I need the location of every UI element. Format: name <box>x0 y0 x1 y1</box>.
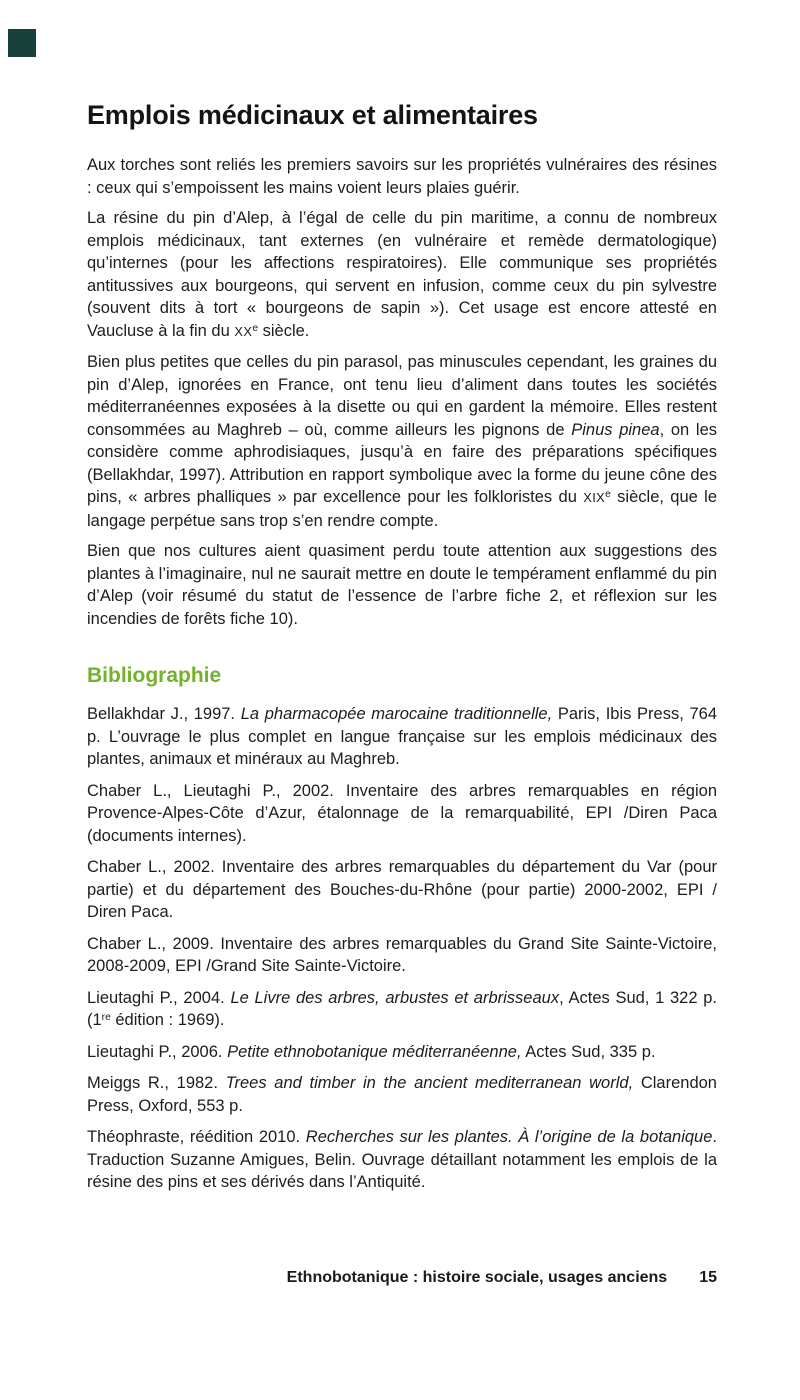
page-number: 15 <box>699 1269 717 1286</box>
paragraph: La résine du pin d’Alep, à l’égal de celle du pin maritime, a connu de nombreux emplois médicinaux, tant externes (en vulnéraire et remède dermatologique) qu’internes (pour les affections respiratoires). Elle communique ses propriétés antitussives aux bourgeons, qui servent en infusion, comme ceux du pin sylvestre (souvent dits à tort « bourgeons de sapin »). Cet usage est encore attesté en Vaucluse à la fin du XXe siècle. <box>87 209 717 340</box>
chapter-corner-tab <box>8 29 36 57</box>
bibliography-heading: Bibliographie <box>87 664 222 687</box>
footer-running-title: Ethnobotanique : histoire sociale, usages anciens <box>286 1269 668 1286</box>
bibliography-entries <box>87 703 717 1194</box>
body-paragraphs <box>87 154 717 630</box>
paragraph: Bien plus petites que celles du pin parasol, pas minuscules cependant, les graines du pin d’Alep, ignorées en France, ont tenu lieu d’aliment dans toutes les sociétés méditerranéennes exposées à la disette ou qui en gardent la mémoire. Elles restent consommées au Maghreb – où, comme ailleurs les pignons de Pinus pinea, on les considère comme aphrodisiaques, jusqu’à en faire des préparations spécifiques (Bellakhdar, 1997). Attribution en rapport symbolique avec la forme du jeune cône des pins, « arbres phalliques » par excellence pour les folkloristes du XIXe siècle, que le langage perpétue sans trop s’en rendre compte. <box>87 353 717 530</box>
bibliography-entry: Chaber L., Lieutaghi P., 2002. Inventaire des arbres remarquables en région Provence-Alpes-Côte d’Azur, étalonnage de la remarquabilité, EPI /Diren Paca (documents internes). <box>87 781 717 845</box>
page-content <box>87 100 717 1203</box>
bibliography-entry: Bellakhdar J., 1997. La pharmacopée marocaine traditionnelle, Paris, Ibis Press, 764 p. L’ouvrage le plus complet en langue française sur les emplois médicinaux des plantes, animaux et minéraux au Maghreb. <box>87 705 718 768</box>
bibliography-entry: Théophraste, réédition 2010. Recherches sur les plantes. À l’origine de la botanique. Traduction Suzanne Amigues, Belin. Ouvrage détaillant notamment les emplois de la résine des pins et ses dérivés dans l’Antiquité. <box>87 1128 717 1191</box>
bibliography-entry: Chaber L., 2009. Inventaire des arbres remarquables du Grand Site Sainte-Victoire, 2008-2009, EPI /Grand Site Sainte-Victoire. <box>87 934 717 975</box>
paragraph: Bien que nos cultures aient quasiment perdu toute attention aux suggestions des plantes à l’imaginaire, nul ne saurait mettre en doute le tempérament enflammé du pin d’Alep (voir résumé du statut de l’essence de l’arbre fiche 2, et réflexion sur les incendies de forêts fiche 10). <box>87 542 717 628</box>
bibliography-entry: Lieutaghi P., 2004. Le Livre des arbres, arbustes et arbrisseaux, Actes Sud, 1 322 p. (1re édition : 1969). <box>87 988 717 1029</box>
bibliography-entry: Chaber L., 2002. Inventaire des arbres remarquables du département du Var (pour partie) et du département des Bouches-du-Rhône (pour partie) 2000-2002, EPI / Diren Paca. <box>87 858 717 921</box>
paragraph: Aux torches sont reliés les premiers savoirs sur les propriétés vulnéraires des résines : ceux qui s’empoissent les mains voient leurs plaies guérir. <box>87 156 717 197</box>
page-footer <box>287 1269 717 1287</box>
page-title: Emplois médicinaux et alimentaires <box>87 100 538 130</box>
bibliography-entry: Lieutaghi P., 2006. Petite ethnobotanique méditerranéenne, Actes Sud, 335 p. <box>87 1042 656 1061</box>
bibliography-entry: Meiggs R., 1982. Trees and timber in the ancient mediterranean world, Clarendon Press, Oxford, 553 p. <box>87 1074 717 1115</box>
